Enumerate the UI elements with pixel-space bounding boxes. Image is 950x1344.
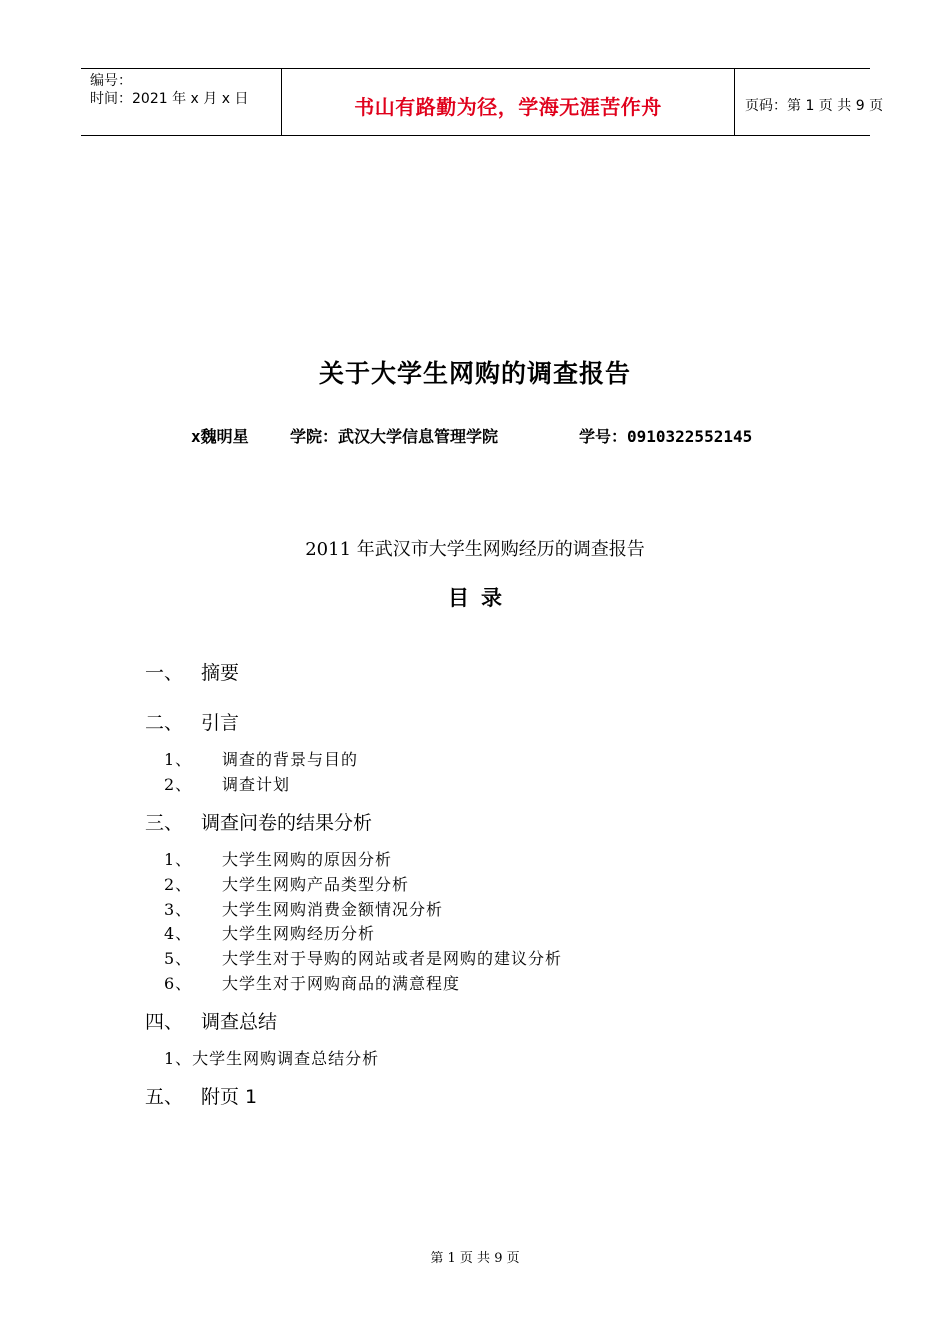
toc-item-label: 大学生网购消费金额情况分析 bbox=[222, 900, 444, 919]
toc-section-2 bbox=[145, 708, 239, 735]
page-code: 页码：第 1 页 共 9 页 bbox=[745, 98, 884, 114]
header-info-cell bbox=[81, 69, 281, 135]
report-subtitle: 2011 年武汉市大学生网购经历的调查报告 bbox=[305, 539, 645, 560]
toc-item-label: 调查的背景与目的 bbox=[222, 750, 359, 769]
toc-item-number: 4、 bbox=[164, 924, 193, 943]
toc-item-label: 大学生对于导购的网站或者是网购的建议分析 bbox=[222, 949, 563, 968]
toc-item-label: 大学生网购产品类型分析 bbox=[222, 875, 410, 894]
toc-section-label: 调查问卷的结果分析 bbox=[201, 812, 373, 834]
toc-item-number: 1、 bbox=[164, 850, 193, 869]
toc-section-label: 调查总结 bbox=[201, 1011, 278, 1033]
toc-item bbox=[164, 921, 375, 944]
toc-item bbox=[164, 897, 443, 920]
page-footer: 第 1 页 共 9 页 bbox=[430, 1251, 520, 1266]
toc-section-label: 附页 1 bbox=[201, 1086, 258, 1108]
toc-item bbox=[164, 847, 392, 870]
toc-section-number: 三、 bbox=[145, 812, 184, 834]
toc-item-number: 2、 bbox=[164, 875, 193, 894]
toc-section-label: 引言 bbox=[201, 712, 240, 734]
toc-section-3 bbox=[145, 808, 372, 835]
motto: 书山有路勤为径，学海无涯苦作舟 bbox=[354, 95, 662, 119]
toc-item-number: 2、 bbox=[164, 775, 193, 794]
serial-label: 编号： bbox=[90, 73, 132, 89]
toc-item-label: 大学生对于网购商品的满意程度 bbox=[222, 974, 461, 993]
toc-section-5 bbox=[145, 1082, 257, 1109]
author-college: 学院：武汉大学信息管理学院 bbox=[290, 427, 499, 446]
time-label: 时间：2021 年 x 月 x 日 bbox=[90, 91, 249, 107]
toc-title: 目录 bbox=[448, 586, 514, 610]
toc-item: 1、大学生网购调查总结分析 bbox=[164, 1049, 380, 1068]
toc-item-label: 调查计划 bbox=[222, 775, 291, 794]
toc-section-4 bbox=[145, 1007, 277, 1034]
toc-item bbox=[164, 946, 562, 969]
toc-item-label: 大学生网购的原因分析 bbox=[222, 850, 393, 869]
author-student-id: 学号：0910322552145 bbox=[579, 427, 753, 446]
header-page-cell bbox=[735, 69, 884, 135]
author-name: x魏明星 bbox=[191, 427, 249, 446]
toc-section-label: 摘要 bbox=[201, 662, 240, 684]
toc-item-number: 1、 bbox=[164, 750, 193, 769]
header-motto-cell bbox=[281, 69, 735, 135]
toc-section-1 bbox=[145, 658, 239, 685]
toc-section-number: 一、 bbox=[145, 662, 184, 684]
toc-item bbox=[164, 772, 290, 795]
document-header bbox=[81, 68, 884, 136]
toc-section-number: 四、 bbox=[145, 1011, 184, 1033]
toc-item bbox=[164, 747, 358, 770]
toc-item-number: 6、 bbox=[164, 974, 193, 993]
toc-item-number: 3、 bbox=[164, 900, 193, 919]
toc-item-number: 5、 bbox=[164, 949, 193, 968]
toc-item-label: 大学生网购经历分析 bbox=[222, 924, 376, 943]
toc-item bbox=[164, 971, 460, 994]
toc-section-number: 二、 bbox=[145, 712, 184, 734]
toc-item bbox=[164, 872, 409, 895]
document-title: 关于大学生网购的调查报告 bbox=[318, 359, 631, 388]
toc-section-number: 五、 bbox=[145, 1086, 184, 1108]
